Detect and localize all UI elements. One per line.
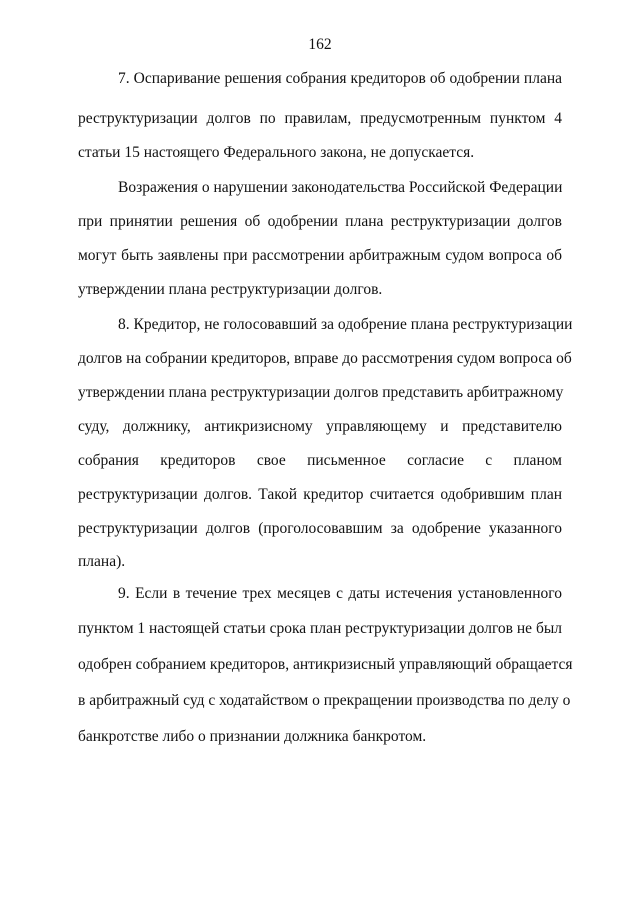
paragraph-9-line: одобрен собранием кредиторов, антикризисный управляющий обращается — [78, 656, 573, 673]
paragraph-7-line: статьи 15 настоящего Федерального закона, не допускается. — [78, 144, 475, 161]
paragraph-8-line: 8. Кредитор, не голосовавший за одобрение плана реструктуризации — [118, 316, 573, 333]
paragraph-8-line: утверждении плана реструктуризации долгов представить арбитражному — [78, 384, 564, 401]
page-number: 162 — [308, 36, 332, 53]
paragraph-8-line: плана). — [78, 553, 126, 570]
paragraph-9-line: в арбитражный суд с ходатайством о прекращении производства по делу о — [78, 692, 571, 709]
paragraph-9-line: пунктом 1 настоящей статьи срока план реструктуризации долгов не был — [78, 620, 562, 637]
paragraph-7-line: 7. Оспаривание решения собрания кредиторов об одобрении плана — [118, 70, 562, 87]
paragraph-9-line: банкротстве либо о признании должника банкротом. — [78, 728, 427, 745]
paragraph-8-line: долгов на собрании кредиторов, вправе до рассмотрения судом вопроса об — [78, 350, 572, 367]
paragraph-8-line: реструктуризации долгов. Такой кредитор считается одобрившим план — [78, 486, 562, 503]
objections-paragraph-line: утверждении плана реструктуризации долгов. — [78, 281, 383, 298]
paragraph-8-line: собрания кредиторов свое письменное согласие с планом — [78, 452, 562, 469]
objections-paragraph-line: могут быть заявлены при рассмотрении арбитражным судом вопроса об — [78, 247, 562, 264]
paragraph-9-line: 9. Если в течение трех месяцев с даты истечения установленного — [118, 585, 562, 602]
paragraph-8-line: суду, должнику, антикризисному управляющему и представителю — [78, 418, 562, 435]
paragraph-7-line: реструктуризации долгов по правилам, предусмотренным пунктом 4 — [78, 110, 562, 127]
objections-paragraph-line: Возражения о нарушении законодательства Российской Федерации — [118, 179, 563, 196]
paragraph-8-line: реструктуризации долгов (проголосовавшим за одобрение указанного — [78, 520, 562, 537]
objections-paragraph-line: при принятии решения об одобрении плана реструктуризации долгов — [78, 213, 562, 230]
